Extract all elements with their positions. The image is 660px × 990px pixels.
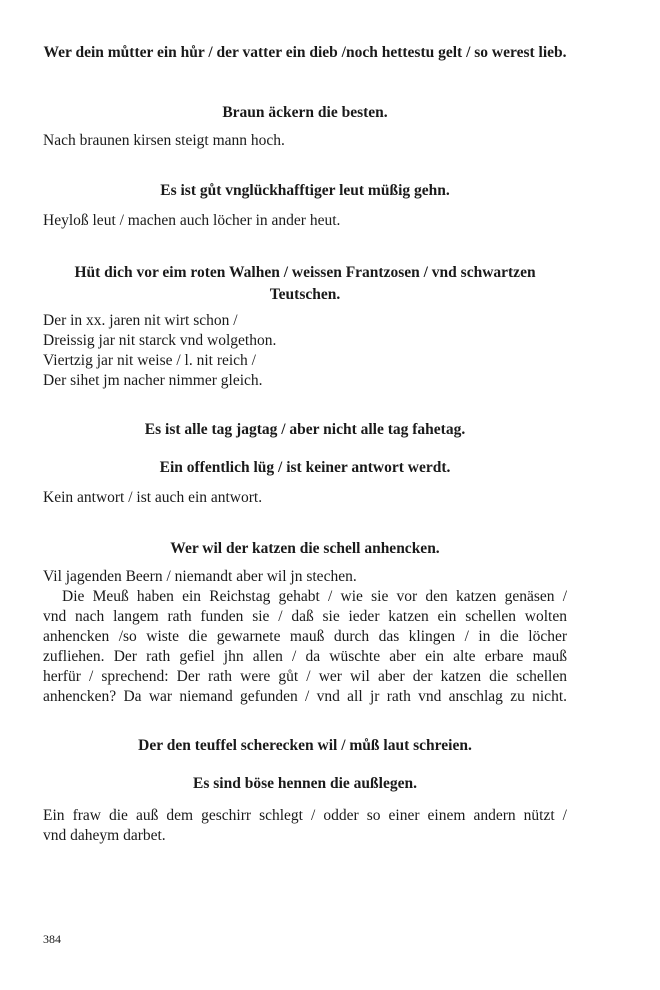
- proverb-text: Heyloß leut / machen auch löcher in ander heut.: [43, 212, 341, 229]
- prose-line: zufliehen. Der rath gefiel jhn allen / da wüschte aber ein alte erbare mauß: [43, 648, 567, 665]
- proverb-heading: Wer dein můtter ein hůr / der vatter ein dieb /noch hettestu gelt / so werest lieb.: [43, 44, 567, 61]
- proverb-heading: Ein offentlich lüg / ist keiner antwort werdt.: [159, 459, 451, 476]
- verse-line: Dreissig jar nit starck vnd wolgethon.: [43, 332, 277, 349]
- proverb-text: Nach braunen kirsen steigt mann hoch.: [43, 132, 285, 149]
- proverb-text: Kein antwort / ist auch ein antwort.: [43, 489, 263, 506]
- prose-line: anhencken? Da war niemand gefunden / vnd all jr rath vnd anschlag zu nicht.: [43, 688, 567, 705]
- prose-line: Die Meuß haben ein Reichstag gehabt / wie sie vor den katzen genäsen /: [62, 588, 567, 605]
- verse-line: Der sihet jm nacher nimmer gleich.: [43, 372, 263, 389]
- prose-line: Vil jagenden Beern / niemandt aber wil jn stechen.: [43, 568, 357, 585]
- proverb-heading: Wer wil der katzen die schell anhencken.: [170, 540, 440, 557]
- prose-line: vnd daheym darbet.: [43, 827, 166, 844]
- prose-line: anhencken /so wiste die gewarnete mauß durch das klingen / in die löcher: [43, 628, 567, 645]
- proverb-heading: Es ist gůt vnglückhafftiger leut müßig gehn.: [160, 182, 450, 199]
- verse-line: Der in xx. jaren nit wirt schon /: [43, 312, 238, 329]
- verse-block: [43, 311, 567, 391]
- verse-line: Viertzig jar nit weise / l. nit reich /: [43, 352, 256, 369]
- prose-block: [43, 567, 567, 707]
- proverb-heading: Braun äckern die besten.: [222, 104, 388, 121]
- prose-line: herfür / sprechend: Der rath were gůt / wer wil aber der katzen die schellen: [43, 668, 567, 685]
- proverb-heading: Hüt dich vor eim roten Walhen / weissen Frantzosen / vnd schwartzen Teutschen.: [74, 264, 536, 303]
- page-number: 384: [43, 932, 61, 946]
- prose-block: [43, 806, 567, 846]
- proverb-heading: Es ist alle tag jagtag / aber nicht alle tag fahetag.: [144, 421, 466, 438]
- proverb-heading: Der den teuffel scherecken wil / můß laut schreien.: [138, 737, 472, 754]
- page: [43, 0, 567, 990]
- proverb-heading: Es sind böse hennen die außlegen.: [193, 775, 417, 792]
- prose-line: Ein fraw die auß dem geschirr schlegt / odder so einer einem andern nützt /: [43, 807, 567, 824]
- prose-line: vnd nach langem rath funden sie / daß sie ieder katzen ein schellen wolten: [43, 608, 567, 625]
